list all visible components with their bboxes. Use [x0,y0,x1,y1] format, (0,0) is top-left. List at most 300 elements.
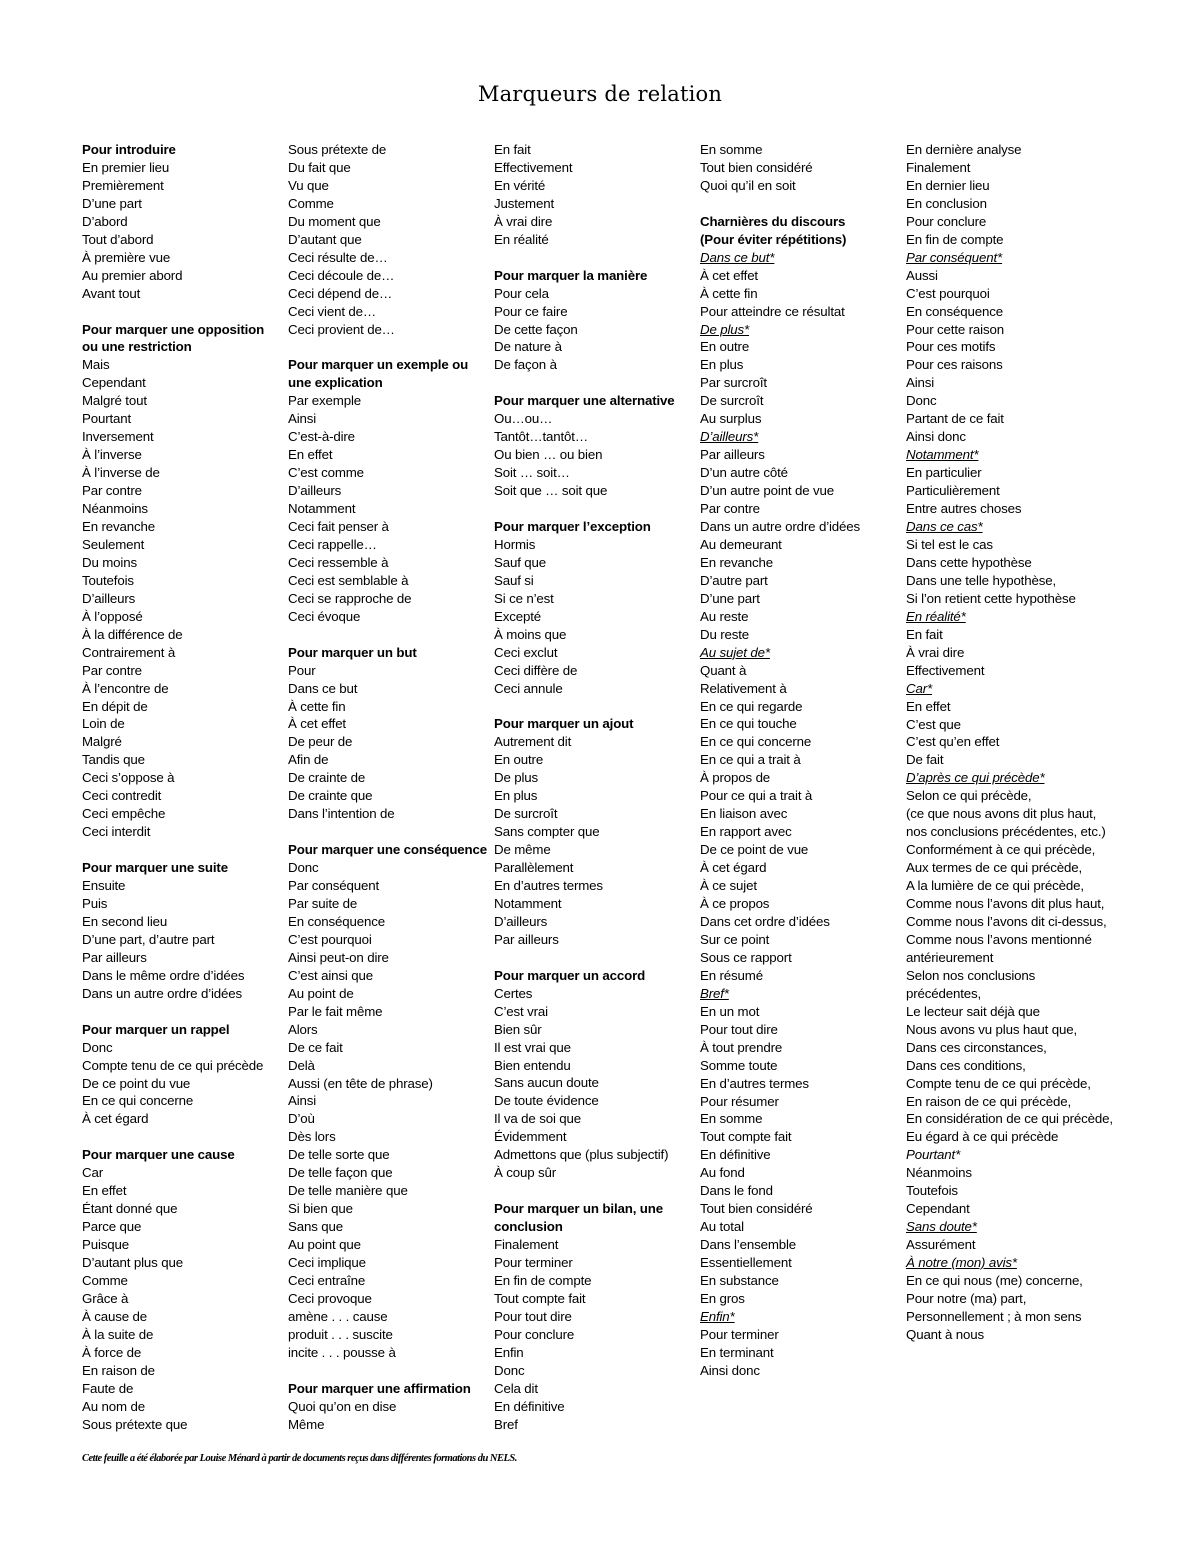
section-heading: Pour marquer un accord [494,967,646,983]
list-item: Dans ces circonstances, [906,1039,1047,1055]
list-item: Le lecteur sait déjà que [906,1003,1040,1019]
list-item: Néanmoins [906,1165,972,1181]
list-item: Finalement [494,1237,559,1253]
column-2 [288,141,488,1434]
spacer [494,500,694,518]
list-item: Au point que [288,1237,361,1253]
list-item: À l’inverse [82,447,142,463]
section-heading: Pour marquer l’exception [494,518,651,534]
list-item: En fin de compte [906,231,1004,247]
list-item: Cela dit [494,1380,538,1396]
list-item: Inversement [82,429,154,445]
list-item: C’est ainsi que [288,967,373,983]
list-item: (ce que nous avons dit plus haut, [906,806,1097,822]
list-item: En dernière analyse [906,142,1022,157]
list-item: Soit que … soit que [494,483,608,499]
list-item: Ceci est semblable à [288,572,409,588]
list-item: Avant tout [82,285,141,301]
list-item: Pour terminer [700,1326,779,1342]
section-heading: Pour marquer une conséquence [288,842,487,858]
footer-credit: Cette feuille a été élaborée par Louise Ménard à partir de documents reçus dans différentes formations du NELS. [82,1453,517,1464]
list-item: Seulement [82,536,145,552]
spacer [288,338,488,356]
list-item: En particulier [906,465,982,481]
list-item: Tout compte fait [700,1129,792,1145]
spacer [494,249,694,267]
list-item: De telle manière que [288,1183,408,1199]
list-item: Ceci contredit [82,788,162,804]
list-item: Enfin [494,1344,524,1360]
list-item: Par exemple [288,393,361,409]
list-item: En conclusion [906,195,987,211]
list-item: Dans cet ordre d’idées [700,913,830,929]
list-item: Certes [494,985,533,1001]
list-item: Pour ces motifs [906,339,996,355]
list-item: En raison de ce qui précède, [906,1093,1072,1109]
list-item: En résumé [700,967,763,983]
list-item: En ce qui a trait à [700,752,801,768]
list-item: Pour ce faire [494,303,568,319]
list-item: Excepté [494,608,541,624]
list-item: Aux termes de ce qui précède, [906,860,1082,876]
list-item: Loin de [82,716,125,732]
list-item: Parallèlement [494,860,574,876]
list-item: Hormis [494,536,536,552]
list-item: Ceci annule [494,680,563,696]
list-item: Sans compter que [494,824,600,840]
list-item: Dans l’intention de [288,806,395,822]
list-item: Au point de [288,985,354,1001]
list-item: Entre autres choses [906,501,1022,517]
section-heading: Pour introduire [82,142,176,157]
list-item: En définitive [700,1147,771,1163]
section-heading: Pour marquer une suite [82,860,228,876]
list-item: Au demeurant [700,536,782,552]
list-item: Comme [82,1272,128,1288]
subheading: Par conséquent* [906,249,1003,265]
spacer [700,195,900,213]
list-item: En réalité [494,231,549,247]
list-item: Par ailleurs [700,447,765,463]
list-item: Par ailleurs [494,931,559,947]
list-item: En définitive [494,1398,565,1414]
list-item: À propos de [700,770,771,786]
list-item: Par ailleurs [82,949,147,965]
section-heading: une explication [288,375,383,391]
list-item: En plus [700,357,744,373]
list-item: En dépit de [82,698,148,714]
list-item: De telle sorte que [288,1147,390,1163]
list-item: Pour notre (ma) part, [906,1291,1027,1306]
list-item: Dans ces conditions, [906,1057,1026,1073]
list-item: Par contre [82,483,142,499]
list-item: En effet [288,447,333,463]
list-item: Tout compte fait [494,1290,586,1306]
list-item: Même [288,1416,325,1432]
spacer [494,374,694,392]
list-item: Soit … soit… [494,465,570,481]
list-item: A la lumière de ce qui précède, [906,878,1084,894]
list-item: D’autant que [288,231,362,247]
list-item: Ainsi [288,1093,317,1109]
list-item: En substance [700,1273,779,1289]
list-item: Du moins [82,554,137,570]
list-item: De plus [494,770,539,786]
list-item: Dans un autre ordre d’idées [82,985,243,1001]
list-item: Étant donné que [82,1201,178,1217]
list-item: De même [494,842,551,858]
section-heading: conclusion [494,1219,563,1235]
list-item: C’est qu’en effet [906,734,1000,750]
list-item: Ceci résulte de… [288,249,388,265]
list-item: Contrairement à [82,644,176,660]
list-item: En outre [700,339,750,355]
section-heading: Pour marquer une affirmation [288,1380,471,1396]
list-item: Toutefois [82,572,134,588]
spacer [82,1128,282,1146]
list-item: Au reste [700,608,749,624]
list-item: Admettons que (plus subjectif) [494,1147,669,1163]
list-item: Conformément à ce qui précède, [906,842,1096,858]
list-item: Pour conclure [494,1326,575,1342]
list-item: Parce que [82,1219,142,1235]
list-item: En outre [494,752,544,768]
list-item: Afin de [288,752,329,768]
spacer [494,698,694,716]
list-item: À première vue [82,249,171,265]
list-item: Aussi (en tête de phrase) [288,1075,433,1091]
list-item: Ceci provoque [288,1290,372,1306]
spacer [288,823,488,841]
list-item: Tantôt…tantôt… [494,429,588,445]
list-item: En gros [700,1290,745,1306]
list-item: À cette fin [700,285,758,301]
list-item: Ceci découle de… [288,267,395,283]
subheading: Dans ce but* [700,249,775,265]
section-heading: Pour marquer la manière [494,267,648,283]
list-item: C’est pourquoi [906,285,990,301]
list-item: Dans une telle hypothèse, [906,572,1057,588]
section-heading: Pour marquer un exemple ou [288,357,469,373]
subheading: Bref* [700,985,729,1001]
list-item: Aussi [906,267,938,283]
list-item: Au nom de [82,1398,145,1414]
column-3 [494,141,694,1434]
list-item: En liaison avec [700,806,788,822]
list-item: En effet [82,1183,127,1199]
subheading: D’ailleurs* [700,429,759,445]
list-item: À cet effet [288,716,346,732]
list-item: À vrai dire [906,644,965,660]
list-item: Selon ce qui précède, [906,788,1032,804]
list-item: Notamment [288,501,356,517]
list-item: Compte tenu de ce qui précède, [906,1075,1091,1091]
list-item: En revanche [82,519,156,534]
list-item: Premièrement [82,177,164,193]
list-item: De fait [906,752,944,768]
list-item: Ceci ressemble à [288,554,389,570]
list-item: En d’autres termes [494,878,603,894]
list-item: Partant de ce fait [906,411,1004,427]
list-item: C’est vrai [494,1003,548,1019]
list-item: Autrement dit [494,734,572,750]
list-item: nos conclusions précédentes, etc.) [906,824,1106,840]
list-item: De ce fait [288,1039,343,1055]
list-item: Ceci fait penser à [288,519,389,534]
list-item: De nature à [494,339,562,355]
subheading: En réalité* [906,608,966,624]
list-item: Nous avons vu plus haut que, [906,1021,1077,1037]
list-item: De surcroît [494,806,558,822]
list-item: En rapport avec [700,824,792,840]
list-item: Par surcroît [700,375,767,391]
list-item: À la suite de [82,1326,154,1342]
list-item: À cet égard [700,860,767,876]
list-item: En un mot [700,1003,760,1019]
list-item: D’ailleurs [82,590,136,606]
spacer [288,626,488,644]
list-item: Ceci évoque [288,608,361,624]
list-item: Du reste [700,626,750,642]
list-item: Delà [288,1057,315,1073]
list-item: En ce qui concerne [82,1093,194,1109]
list-item: Au total [700,1219,744,1235]
list-item: Cependant [82,375,146,391]
section-heading: Charnières du discours [700,213,846,229]
subheading: Car* [906,680,933,696]
list-item: Si ce n’est [494,590,554,606]
list-item: Sous prétexte de [288,142,387,157]
list-item: Faute de [82,1380,134,1396]
list-item: Ceci s’oppose à [82,770,175,786]
list-item: À moins que [494,626,567,642]
list-item: De crainte que [288,788,373,804]
list-item: C’est que [906,716,961,732]
list-item: D’où [288,1111,315,1127]
list-item: Mais [82,357,110,373]
subheading: Au sujet de* [700,644,770,660]
list-item: Ainsi donc [906,429,966,445]
list-item: À cette fin [288,698,346,714]
spacer [82,1003,282,1021]
list-item: D’une part, d’autre part [82,931,215,947]
list-item: De telle façon que [288,1165,393,1181]
list-item: Notamment [494,895,562,911]
list-item: En effet [906,698,951,714]
list-item: Donc [906,393,937,409]
column-4 [700,141,900,1380]
list-item: Essentiellement [700,1255,792,1271]
list-item: Quant à [700,662,747,678]
list-item: De crainte de [288,770,366,786]
list-item: Car [82,1165,103,1181]
list-item: De cette façon [494,321,578,337]
list-item: C’est-à-dire [288,429,355,445]
list-item: Ceci vient de… [288,303,377,319]
section-heading: Pour marquer un ajout [494,716,634,732]
list-item: D’une part [700,590,760,606]
list-item: En second lieu [82,913,168,929]
list-item: Ceci entraîne [288,1273,366,1288]
list-item: En ce qui nous (me) concerne, [906,1273,1083,1289]
list-item: De ce point du vue [82,1075,191,1091]
list-item: Pour conclure [906,213,987,229]
column-1 [82,141,282,1434]
list-item: D’autant plus que [82,1255,183,1271]
list-item: Pour terminer [494,1255,573,1270]
list-item: Donc [494,1362,525,1378]
list-item: Ceci exclut [494,644,558,660]
list-item: En ce qui concerne [700,734,812,750]
list-item: Justement [494,195,554,211]
list-item: En revanche [700,554,774,570]
list-item: Puis [82,896,108,911]
list-item: Dans cette hypothèse [906,554,1032,570]
list-item: Tout bien considéré [700,159,813,175]
list-item: Tout bien considéré [700,1201,813,1217]
list-item: antérieurement [906,949,994,965]
list-item: Dans le même ordre d’idées [82,967,245,983]
list-item: À l’encontre de [82,680,169,696]
list-item: Comme nous l’avons dit ci-dessus, [906,913,1107,929]
list-item: Quoi qu’il en soit [700,177,796,193]
list-item: Évidemment [494,1129,567,1145]
list-item: Malgré tout [82,393,147,409]
list-item: En vérité [494,177,546,193]
list-item: Par conséquent [288,878,380,894]
list-item: D’ailleurs [288,483,342,499]
list-item: À coup sûr [494,1165,557,1181]
list-item: À cet égard [82,1111,149,1127]
list-item: Pour atteindre ce résultat [700,303,845,319]
list-item: À ce propos [700,896,770,912]
list-item: Ou…ou… [494,411,553,427]
list-item: De ce point de vue [700,842,809,858]
list-item: précédentes, [906,985,982,1001]
list-item: Pour résumer [700,1093,779,1109]
list-item: Assurément [906,1237,976,1253]
list-item: Ceci empêche [82,806,166,822]
subheading: Pourtant* [906,1147,961,1163]
list-item: Si tel est le cas [906,536,993,552]
list-item: Par suite de [288,895,358,911]
list-item: D’un autre point de vue [700,483,835,499]
list-item: À ce sujet [700,878,757,894]
list-item: En conséquence [288,913,385,929]
list-item: Sauf si [494,572,534,588]
list-item: Sous ce rapport [700,949,792,965]
list-item: Sans aucun doute [494,1075,599,1091]
list-item: En conséquence [906,303,1003,319]
list-item: amène . . . cause [288,1308,388,1324]
list-item: Bien entendu [494,1057,571,1073]
list-item: Toutefois [906,1183,958,1199]
section-heading: Pour marquer une alternative [494,393,675,409]
list-item: Ceci interdit [82,824,151,840]
list-item: En d’autres termes [700,1075,809,1091]
subheading: D’après ce qui précède* [906,770,1045,786]
list-item: Ou bien … ou bien [494,447,603,463]
section-heading: Pour marquer un rappel [82,1021,230,1037]
list-item: Effectivement [906,662,985,678]
list-item: De façon à [494,357,557,373]
list-item: Il est vrai que [494,1039,571,1055]
list-item: Compte tenu de ce qui précède [82,1057,264,1073]
list-item: Au fond [700,1165,745,1181]
subheading: Dans ce cas* [906,519,983,535]
list-item: En fait [494,142,531,157]
list-item: produit . . . suscite [288,1326,393,1342]
list-item: Selon nos conclusions [906,967,1036,983]
subheading: Enfin* [700,1308,735,1324]
list-item: Sous prétexte que [82,1416,188,1432]
list-item: Pour cela [494,285,549,301]
list-item: Pour ces raisons [906,357,1003,373]
list-item: En raison de [82,1362,155,1378]
list-item: Cependant [906,1201,970,1217]
list-item: Vu que [288,177,329,193]
list-item: En somme [700,1111,763,1127]
list-item: À cet effet [700,267,758,283]
list-item: Ainsi [906,375,935,391]
list-item: Dès lors [288,1129,336,1145]
list-item: Dans le fond [700,1183,773,1199]
list-item: Grâce à [82,1290,129,1306]
list-item: Par contre [700,501,760,517]
list-item: En premier lieu [82,159,170,175]
list-item: Il va de soi que [494,1111,582,1127]
list-item: En fait [906,626,943,642]
subheading: De plus* [700,321,750,337]
list-item: Pour tout dire [494,1308,572,1324]
list-item: C’est comme [288,465,364,481]
list-item: Somme toute [700,1057,778,1073]
list-item: Donc [288,860,319,876]
list-item: Bien sûr [494,1021,542,1037]
list-item: Au surplus [700,411,762,427]
list-item: D’autre part [700,572,768,588]
list-item: Ceci dépend de… [288,285,393,301]
list-item: Comme [288,195,334,211]
subheading: À notre (mon) avis* [906,1255,1017,1271]
list-item: À force de [82,1344,142,1360]
list-item: Ceci implique [288,1255,366,1271]
list-item: Si l’on retient cette hypothèse [906,590,1076,606]
list-item: Pour cette raison [906,321,1004,337]
list-item: incite . . . pousse à [288,1344,396,1360]
list-item: Eu égard à ce qui précède [906,1129,1059,1145]
list-item: D’une part [82,195,142,211]
list-item: Du fait que [288,159,351,175]
spacer [82,303,282,321]
page-title: Marqueurs de relation [477,82,723,106]
list-item: Ceci se rapproche de [288,590,412,606]
list-item: Par le fait même [288,1003,383,1019]
spacer [494,1182,694,1200]
list-item: Ainsi peut-on dire [288,949,389,965]
list-item: Particulièrement [906,483,1000,499]
list-item: Effectivement [494,159,573,175]
list-item: Pour [288,662,316,678]
list-item: Puisque [82,1237,130,1253]
list-item: Donc [82,1039,113,1055]
column-5 [906,141,1126,1344]
section-heading: Pour marquer un but [288,644,417,660]
list-item: Alors [288,1021,318,1037]
list-item: Pour tout dire [700,1021,778,1037]
subheading: Sans doute* [906,1219,977,1235]
list-item: Sans que [288,1219,343,1235]
